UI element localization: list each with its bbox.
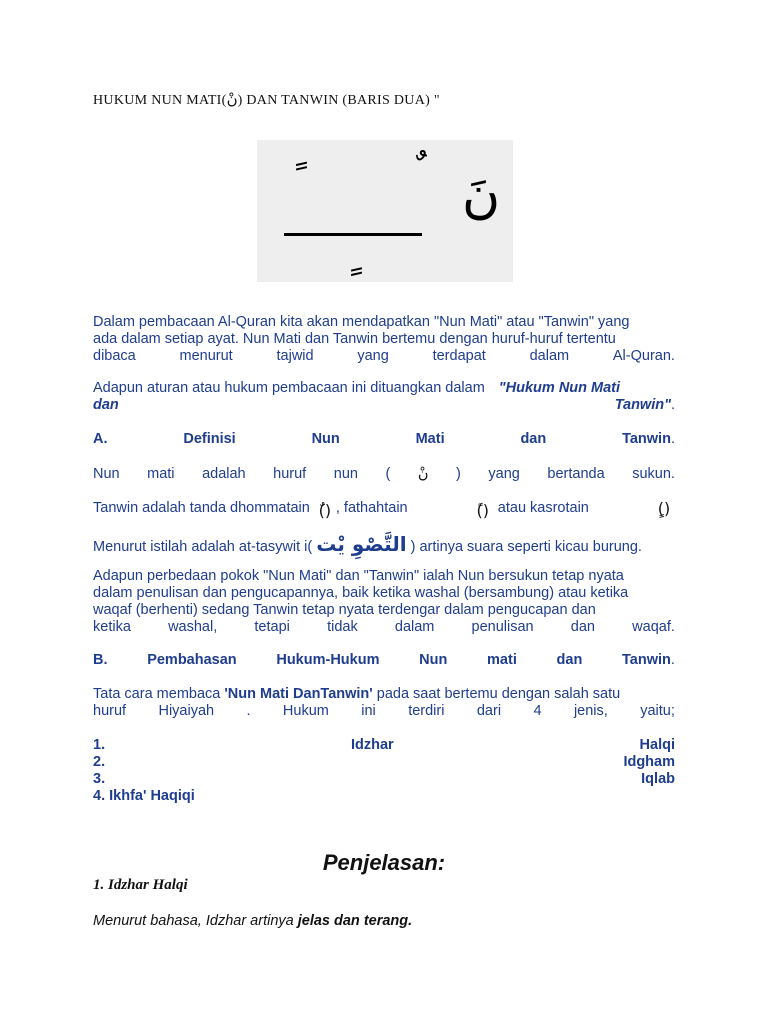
paragraph-tata-cara xyxy=(93,686,675,720)
text-span: Menurut istilah adalah at-tasywit i( xyxy=(93,539,313,555)
paragraph-perbedaan xyxy=(93,568,675,636)
word: dalam xyxy=(529,348,570,364)
word: Definisi xyxy=(183,431,236,447)
word: Tanwin xyxy=(622,652,671,668)
text-span: Tata cara membaca xyxy=(93,686,221,702)
text-line xyxy=(93,380,675,397)
word: yang xyxy=(357,348,389,364)
word: huruf xyxy=(93,703,127,719)
text-span: , fathahtain xyxy=(335,500,408,516)
text-line xyxy=(93,466,675,483)
word: penulisan xyxy=(471,619,534,635)
word: sukun. xyxy=(632,466,675,482)
list-word: Idzhar xyxy=(350,737,394,753)
word: terdapat xyxy=(432,348,486,364)
word: jenis, xyxy=(573,703,608,719)
list-item xyxy=(93,771,675,788)
word: yaitu; xyxy=(640,703,675,719)
text-line xyxy=(93,431,675,448)
text-span: atau kasrotain xyxy=(497,500,589,516)
word: terdiri xyxy=(408,703,445,719)
word: ketika xyxy=(93,619,131,635)
text-line xyxy=(93,314,675,331)
hukum-title-emphasis: "Hukum Nun Mati xyxy=(498,380,621,396)
word: Tanwin xyxy=(622,431,671,447)
word: Nun xyxy=(311,431,340,447)
hukum-list xyxy=(93,737,675,805)
jelas-terang-emphasis: jelas dan terang. xyxy=(297,913,413,929)
section-b-heading xyxy=(93,652,675,669)
word: menurut xyxy=(179,348,233,364)
word: dalam xyxy=(394,619,435,635)
text-line xyxy=(93,686,675,703)
text-line xyxy=(93,602,675,619)
period: . xyxy=(670,652,675,668)
text-span: Tanwin adalah tanda dhommatain xyxy=(93,500,310,516)
word: 4 xyxy=(533,703,542,719)
list-number: 1. xyxy=(93,737,106,753)
text-line xyxy=(93,532,675,556)
word: mati xyxy=(147,466,175,482)
text-line xyxy=(93,348,675,365)
list-word: 4. Ikhfa' Haqiqi xyxy=(93,788,195,804)
word: Hukum-Hukum xyxy=(276,652,380,668)
word: B. xyxy=(93,652,108,668)
word: Mati xyxy=(415,431,445,447)
paragraph-definisi xyxy=(93,466,675,556)
word: A. xyxy=(93,431,108,447)
word: Pembahasan xyxy=(147,652,237,668)
figure-underline xyxy=(284,233,422,236)
text-span: Menurut bahasa, Idzhar artinya xyxy=(93,913,294,929)
paragraph-aturan xyxy=(93,380,675,414)
tanwin-figure xyxy=(257,140,513,282)
word: ini xyxy=(361,703,376,719)
text-span: ada dalam setiap ayat. Nun Mati dan Tanwin bertemu dengan huruf-huruf tertentu xyxy=(93,331,616,347)
text-span: Adapun aturan atau hukum pembacaan ini dituangkan dalam xyxy=(93,380,485,396)
word: Hukum xyxy=(282,703,329,719)
word: tajwid xyxy=(276,348,314,364)
nun-glyph: نَ xyxy=(462,165,501,225)
text-span: ) artinya suara seperti kicau burung. xyxy=(410,539,642,555)
word: waqaf. xyxy=(632,619,675,635)
text-span: Dalam pembacaan Al-Quran kita akan mendapatkan "Nun Mati" atau "Tanwin" yang xyxy=(93,314,630,330)
text-line xyxy=(93,397,675,414)
penjelasan-heading: Penjelasan: xyxy=(322,850,446,875)
title-prefix: HUKUM NUN MATI( xyxy=(93,93,227,108)
word: dan xyxy=(93,397,119,413)
word: Tanwin" xyxy=(614,397,671,413)
section-a-heading xyxy=(93,431,675,448)
list-word: Halqi xyxy=(639,737,675,753)
list-word: Idgham xyxy=(623,754,675,770)
text-span: Adapun perbedaan pokok "Nun Mati" dan "Tanwin" ialah Nun bersukun tetap nyata xyxy=(93,568,624,584)
word: dari xyxy=(476,703,502,719)
text-line xyxy=(93,568,675,585)
text-line xyxy=(93,619,675,636)
text-span: waqaf (berhenti) sedang Tanwin tetap nyata terdengar dalam pengucapan dan xyxy=(93,602,596,618)
list-item xyxy=(93,754,675,771)
list-item xyxy=(93,788,675,805)
period: . xyxy=(670,397,675,413)
word: mati xyxy=(487,652,517,668)
nun-mati-tanwin-emphasis: 'Nun Mati DanTanwin' xyxy=(224,686,373,702)
word: Hiyaiyah xyxy=(158,703,215,719)
idzhar-halqi-subheading: 1. Idzhar Halqi xyxy=(93,877,188,893)
title-suffix: ) DAN TANWIN (BARIS DUA) " xyxy=(237,93,440,108)
word: . xyxy=(246,703,251,719)
at-tashwit-arabic: التَّصْوِ يْت xyxy=(316,532,407,556)
word: adalah xyxy=(202,466,246,482)
fathatain-mark: () xyxy=(476,501,489,520)
word: dan xyxy=(520,431,547,447)
text-line xyxy=(93,703,675,720)
word: ) xyxy=(456,466,461,482)
word: nun xyxy=(333,466,358,482)
paragraph-idzhar-meaning xyxy=(93,913,412,929)
text-span: pada saat bertemu dengan salah satu xyxy=(376,686,621,702)
word: ( xyxy=(385,466,391,482)
text-span: dalam penulisan dan pengucapannya, baik ketika washal (bersambung) atau ketika xyxy=(93,585,629,601)
word: tidak xyxy=(327,619,358,635)
list-number: 3. xyxy=(93,771,106,787)
document-title xyxy=(93,90,440,109)
title-arabic-nun: نْ xyxy=(226,90,238,108)
word: bertanda xyxy=(547,466,605,482)
period: . xyxy=(670,431,675,447)
word: Nun xyxy=(93,466,120,482)
word: dan xyxy=(570,619,595,635)
word: washal, xyxy=(168,619,218,635)
kasratain-mark: () xyxy=(657,499,671,518)
text-line xyxy=(93,500,675,522)
list-number: 2. xyxy=(93,754,106,770)
nun-sukun-arabic: نْ xyxy=(417,466,429,482)
paragraph-intro xyxy=(93,314,675,365)
text-line xyxy=(93,331,675,348)
text-line xyxy=(93,652,675,669)
list-item xyxy=(93,737,675,754)
word: dibaca xyxy=(93,348,136,364)
word: Nun xyxy=(419,652,448,668)
list-word: Iqlab xyxy=(641,771,675,787)
word: yang xyxy=(488,466,520,482)
dhammatain-mark: () xyxy=(318,501,332,520)
word: Al-Quran. xyxy=(612,348,675,364)
word: tetapi xyxy=(254,619,290,635)
text-line xyxy=(93,585,675,602)
word: dan xyxy=(556,652,583,668)
word: huruf xyxy=(273,466,307,482)
